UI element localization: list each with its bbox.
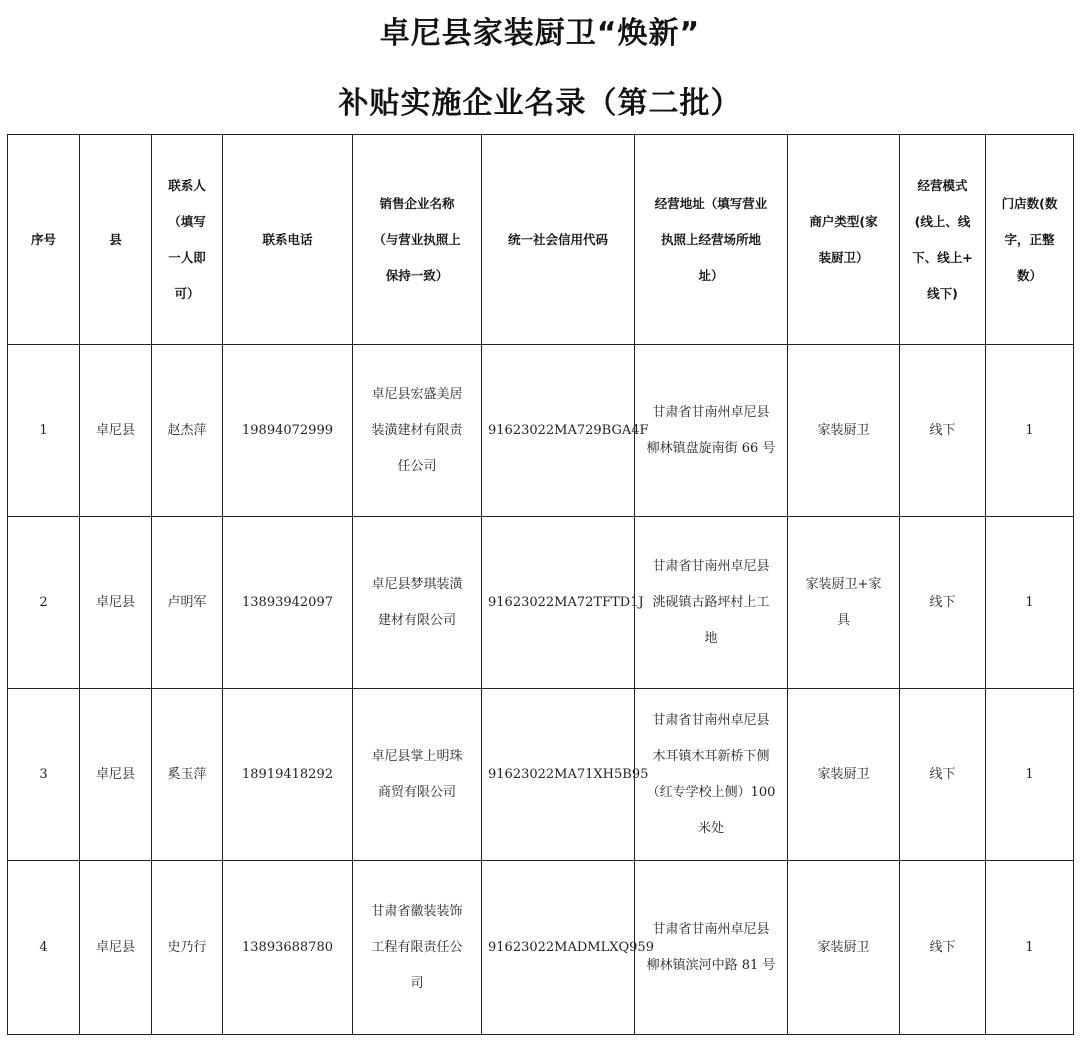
cell-address: 甘肃省甘南州卓尼县 木耳镇木耳新桥下侧 （红专学校上侧）100 米处 <box>635 689 788 861</box>
cell-county: 卓尼县 <box>80 861 152 1035</box>
cell-county: 卓尼县 <box>80 689 152 861</box>
cell-type: 家装厨卫 <box>788 861 900 1035</box>
cell-mode: 线下 <box>900 689 986 861</box>
header-stores: 门店数(数 字，正整 数） <box>986 135 1074 345</box>
cell-mode: 线下 <box>900 345 986 517</box>
cell-mode: 线下 <box>900 517 986 689</box>
header-mode: 经营模式 (线上、线 下、线上+ 线下) <box>900 135 986 345</box>
cell-county: 卓尼县 <box>80 517 152 689</box>
cell-type: 家装厨卫 <box>788 689 900 861</box>
cell-mode: 线下 <box>900 861 986 1035</box>
cell-type: 家装厨卫 <box>788 345 900 517</box>
cell-phone: 19894072999 <box>223 345 353 517</box>
header-address: 经营地址（填写营业 执照上经营场所地 址） <box>635 135 788 345</box>
cell-credit-code: 91623022MA71XH5B95 <box>482 689 635 861</box>
cell-phone: 13893688780 <box>223 861 353 1035</box>
cell-company: 甘肃省徽装装饰 工程有限责任公 司 <box>353 861 482 1035</box>
table-row <box>8 689 1074 861</box>
table-header-row <box>8 135 1074 345</box>
cell-company: 卓尼县宏盛美居 装潢建材有限责 任公司 <box>353 345 482 517</box>
header-contact: 联系人 （填写 一人即 可） <box>152 135 223 345</box>
cell-stores: 1 <box>986 517 1074 689</box>
cell-stores: 1 <box>986 861 1074 1035</box>
cell-address: 甘肃省甘南州卓尼县 柳林镇盘旋南街 66 号 <box>635 345 788 517</box>
cell-no: 4 <box>8 861 80 1035</box>
header-phone: 联系电话 <box>223 135 353 345</box>
cell-phone: 18919418292 <box>223 689 353 861</box>
cell-contact: 奚玉萍 <box>152 689 223 861</box>
table-row <box>8 861 1074 1035</box>
cell-county: 卓尼县 <box>80 345 152 517</box>
header-no: 序号 <box>8 135 80 345</box>
table-row <box>8 345 1074 517</box>
header-company: 销售企业名称 （与营业执照上 保持一致） <box>353 135 482 345</box>
cell-credit-code: 91623022MA729BGA4F <box>482 345 635 517</box>
cell-no: 2 <box>8 517 80 689</box>
cell-credit-code: 91623022MA72TFTD1J <box>482 517 635 689</box>
cell-contact: 史乃行 <box>152 861 223 1035</box>
cell-stores: 1 <box>986 345 1074 517</box>
cell-no: 3 <box>8 689 80 861</box>
cell-company: 卓尼县梦琪装潢 建材有限公司 <box>353 517 482 689</box>
header-type: 商户类型(家 装厨卫） <box>788 135 900 345</box>
cell-type: 家装厨卫+家 具 <box>788 517 900 689</box>
cell-stores: 1 <box>986 689 1074 861</box>
cell-credit-code: 91623022MADMLXQ959 <box>482 861 635 1035</box>
header-county: 县 <box>80 135 152 345</box>
cell-phone: 13893942097 <box>223 517 353 689</box>
cell-no: 1 <box>8 345 80 517</box>
cell-address: 甘肃省甘南州卓尼县 洮砚镇古路坪村上工 地 <box>635 517 788 689</box>
cell-contact: 赵杰萍 <box>152 345 223 517</box>
table-row <box>8 517 1074 689</box>
header-credit-code: 统一社会信用代码 <box>482 135 635 345</box>
document-title-line1: 卓尼县家装厨卫“焕新” <box>379 16 701 51</box>
enterprise-table <box>7 134 1074 1035</box>
document-title-line2: 补贴实施企业名录（第二批） <box>338 86 742 121</box>
cell-contact: 卢明军 <box>152 517 223 689</box>
cell-address: 甘肃省甘南州卓尼县 柳林镇滨河中路 81 号 <box>635 861 788 1035</box>
cell-company: 卓尼县掌上明珠 商贸有限公司 <box>353 689 482 861</box>
